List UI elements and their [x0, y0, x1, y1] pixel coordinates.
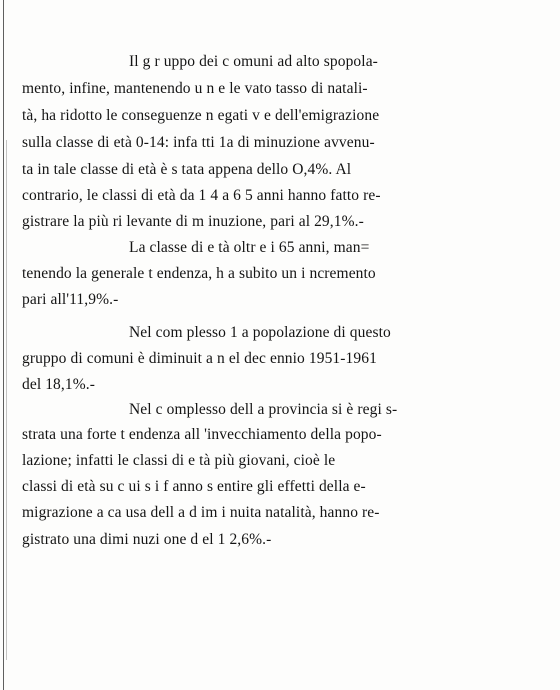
text-line: contrario, le classi di età da 1 4 a 6 5 anni hanno fatto re-: [22, 187, 381, 204]
text-line: gistrato una dimi nuzi one d el 1 2,6%.-: [22, 531, 272, 548]
text-line: Nel c omplesso dell a provincia si è regi s-: [129, 401, 398, 418]
text-line: sulla classe di età 0-14: infa tti 1a di minuzione avvenu-: [22, 134, 375, 151]
text-line: strata una forte t endenza all 'invecchiamento della popo-: [22, 426, 382, 443]
text-line: ta in tale classe di età è s tata appena dello O,4%. Al: [22, 161, 352, 178]
text-line: tà, ha ridotto le conseguenze n egati v e dell'emigrazione: [22, 107, 380, 124]
text-line: tenendo la generale t endenza, h a subito un i ncremento: [22, 265, 376, 282]
text-line: pari all'11,9%.-: [22, 291, 119, 308]
text-line: La classe di e tà oltr e i 65 anni, man=: [129, 239, 370, 256]
text-line: Nel com plesso 1 a popolazione di questo: [129, 324, 391, 341]
text-line: gistrare la più ri levante di m inuzione, pari al 29,1%.-: [22, 213, 364, 230]
text-line: del 18,1%.-: [22, 376, 95, 393]
text-line: lazione; infatti le classi di e tà più giovani, cioè le: [22, 452, 336, 469]
text-line: gruppo di comuni è diminuit a n el dec ennio 1951-1961: [22, 350, 377, 367]
page-left-edge-line: [3, 0, 4, 690]
text-line: mento, infine, mantenendo u n e le vato tasso di natali-: [22, 80, 368, 97]
text-line: Il g r uppo dei c omuni ad alto spopola-: [129, 53, 378, 70]
page-left-edge-shadow: [6, 140, 7, 660]
text-line: migrazione a ca usa dell a d im i nuita natalità, hanno re-: [22, 504, 380, 521]
text-line: classi di età su c ui s i f anno s entire gli effetti della e-: [22, 478, 366, 495]
